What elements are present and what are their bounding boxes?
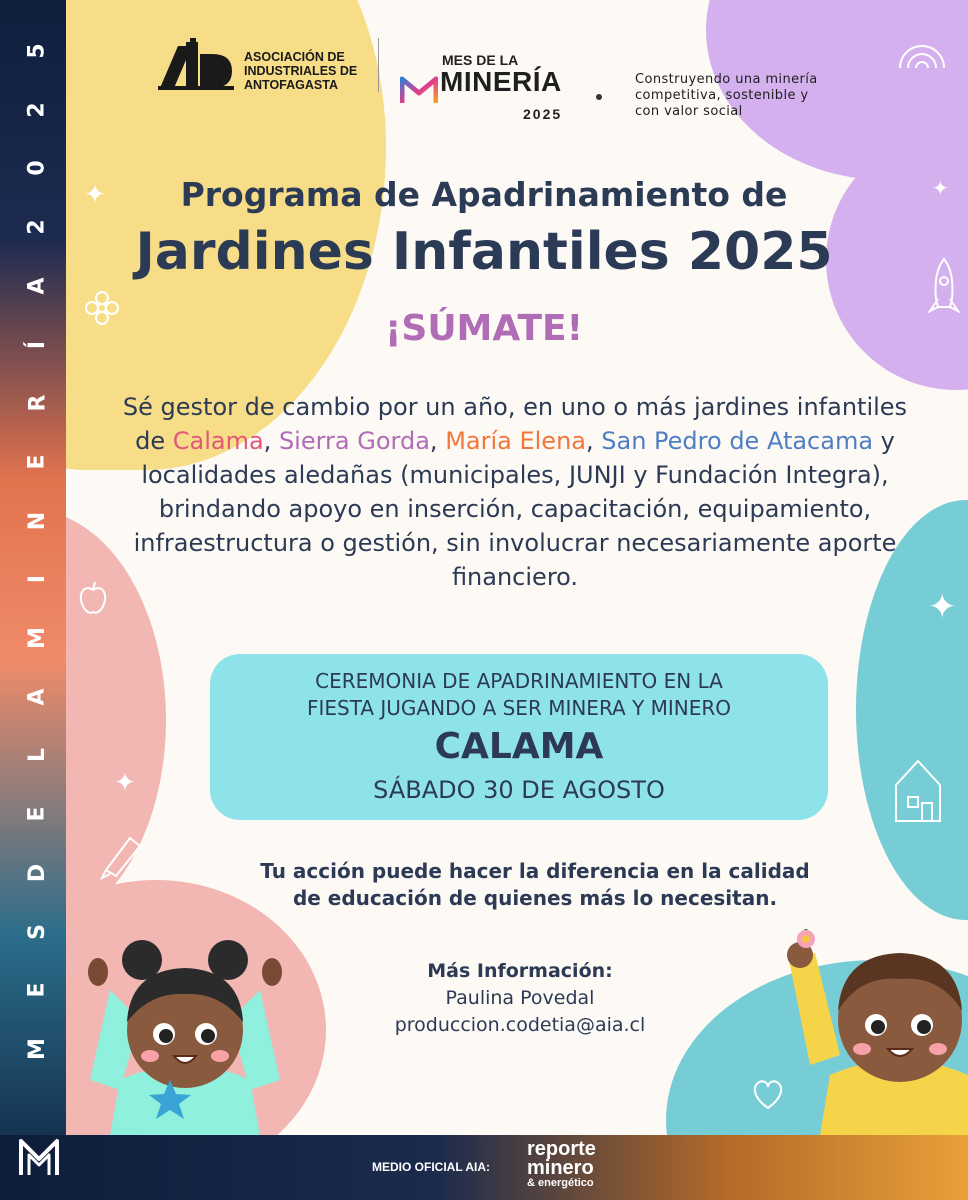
mineria-m-icon [400,75,438,105]
side-banner-letter: E [25,806,50,822]
callout-line-1: Tu acción puede hacer la diferencia en la calidad [260,859,810,883]
place-san-pedro: San Pedro de Atacama [601,427,874,455]
side-banner-letter: I [25,575,50,584]
girl-illustration-icon [70,930,300,1135]
reporte-word: reporte [527,1138,596,1160]
side-banner-letter: 2 [25,219,50,235]
reporte-minero-logo [527,1140,596,1188]
contact-name: Paulina Povedal [445,987,595,1009]
event-line-2: FIESTA JUGANDO A SER MINERA Y MINERO [306,696,732,720]
side-banner-letter: N [24,511,50,530]
place-calama: Calama [172,427,264,455]
medio-oficial-label: MEDIO OFICIAL AIA: [372,1160,490,1174]
side-banner-letter: D [24,863,50,882]
house-icon [890,755,946,825]
sparkle-icon: ✦ [928,587,957,627]
energetico-word: & energético [527,1177,594,1189]
callout-line-2: de educación de quienes más lo necesitan. [292,886,778,910]
event-city: CALAMA [434,726,604,767]
side-banner-letter: L [25,748,50,763]
mineria-word: MINERÍA [440,66,562,97]
sparkle-icon: ✦ [84,180,106,210]
slogan-line-2: competitiva, sostenible y [635,88,809,103]
callout-text [150,858,920,912]
contact-email[interactable]: produccion.codetia@aia.cl [394,1014,646,1036]
place-maria-elena: María Elena [445,427,586,455]
side-banner-letter: R [24,394,50,412]
body-sep: , [586,427,602,455]
title-line-2: Jardines Infantiles 2025 [135,222,833,282]
aia-logo-icon [156,36,236,92]
header-divider [378,38,379,92]
bullet-dot [596,94,602,100]
body-paragraph [110,390,920,594]
mes-mineria-m-icon [17,1137,61,1177]
contact-label: Más Información: [427,960,613,982]
side-banner-letter: A [25,277,50,295]
body-sep: , [429,427,446,455]
sparkle-icon: ✦ [114,768,136,798]
title-line-1: Programa de Apadrinamiento de [180,175,788,214]
side-banner-letter: 5 [25,43,50,59]
header [0,28,968,122]
event-description [210,668,828,722]
event-line-1: CEREMONIA DE APADRINAMIENTO EN LA [315,669,723,693]
place-sierra-gorda: Sierra Gorda [278,427,430,455]
aia-line-1: ASOCIACIÓN DE [244,50,345,64]
event-box [210,654,828,820]
side-banner-letter: Í [25,340,50,349]
slogan-line-3: con valor social [635,104,743,119]
side-banner-letter: A [25,688,50,706]
side-banner-letter: S [24,923,50,940]
side-banner-letter: 2 [25,102,50,118]
minero-word: minero [527,1157,594,1179]
slogan-line-1: Construyendo una minería [635,72,818,87]
contact-info [330,958,710,1039]
side-banner-letter: E [25,454,50,470]
side-banner-letter: 0 [25,160,50,177]
aia-name [244,50,357,92]
side-banner-letter: M [25,627,50,649]
rainbow-icon [892,30,952,80]
mineria-year: 2025 [523,106,563,122]
aia-line-2: INDUSTRIALES DE [244,64,358,78]
event-date: SÁBADO 30 DE AGOSTO [373,776,665,804]
side-banner-letter: E [25,982,50,998]
body-text-2: y localidades aledañas (municipales, JUNJI y Fundación Integra), brindando apoyo en inserción, capacitación, equipamiento, infraestructura o gestión, sin involucrar necesariamente aporte financiero. [133,427,897,591]
mes-de-la: MES DE LA [442,52,519,68]
sumate-heading: ¡SÚMATE! [384,308,584,349]
aia-line-3: ANTOFAGASTA [244,78,338,92]
sparkle-icon: ✦ [932,176,949,200]
boy-illustration-icon [770,925,968,1135]
slogan [635,72,818,120]
crayon-icon [96,830,146,880]
side-banner-letter: M [25,1038,50,1060]
apple-icon [76,580,110,618]
body-text-1: Sé gestor de cambio por un año, en uno o más jardines infantiles de [122,393,908,455]
body-sep: , [263,427,279,455]
